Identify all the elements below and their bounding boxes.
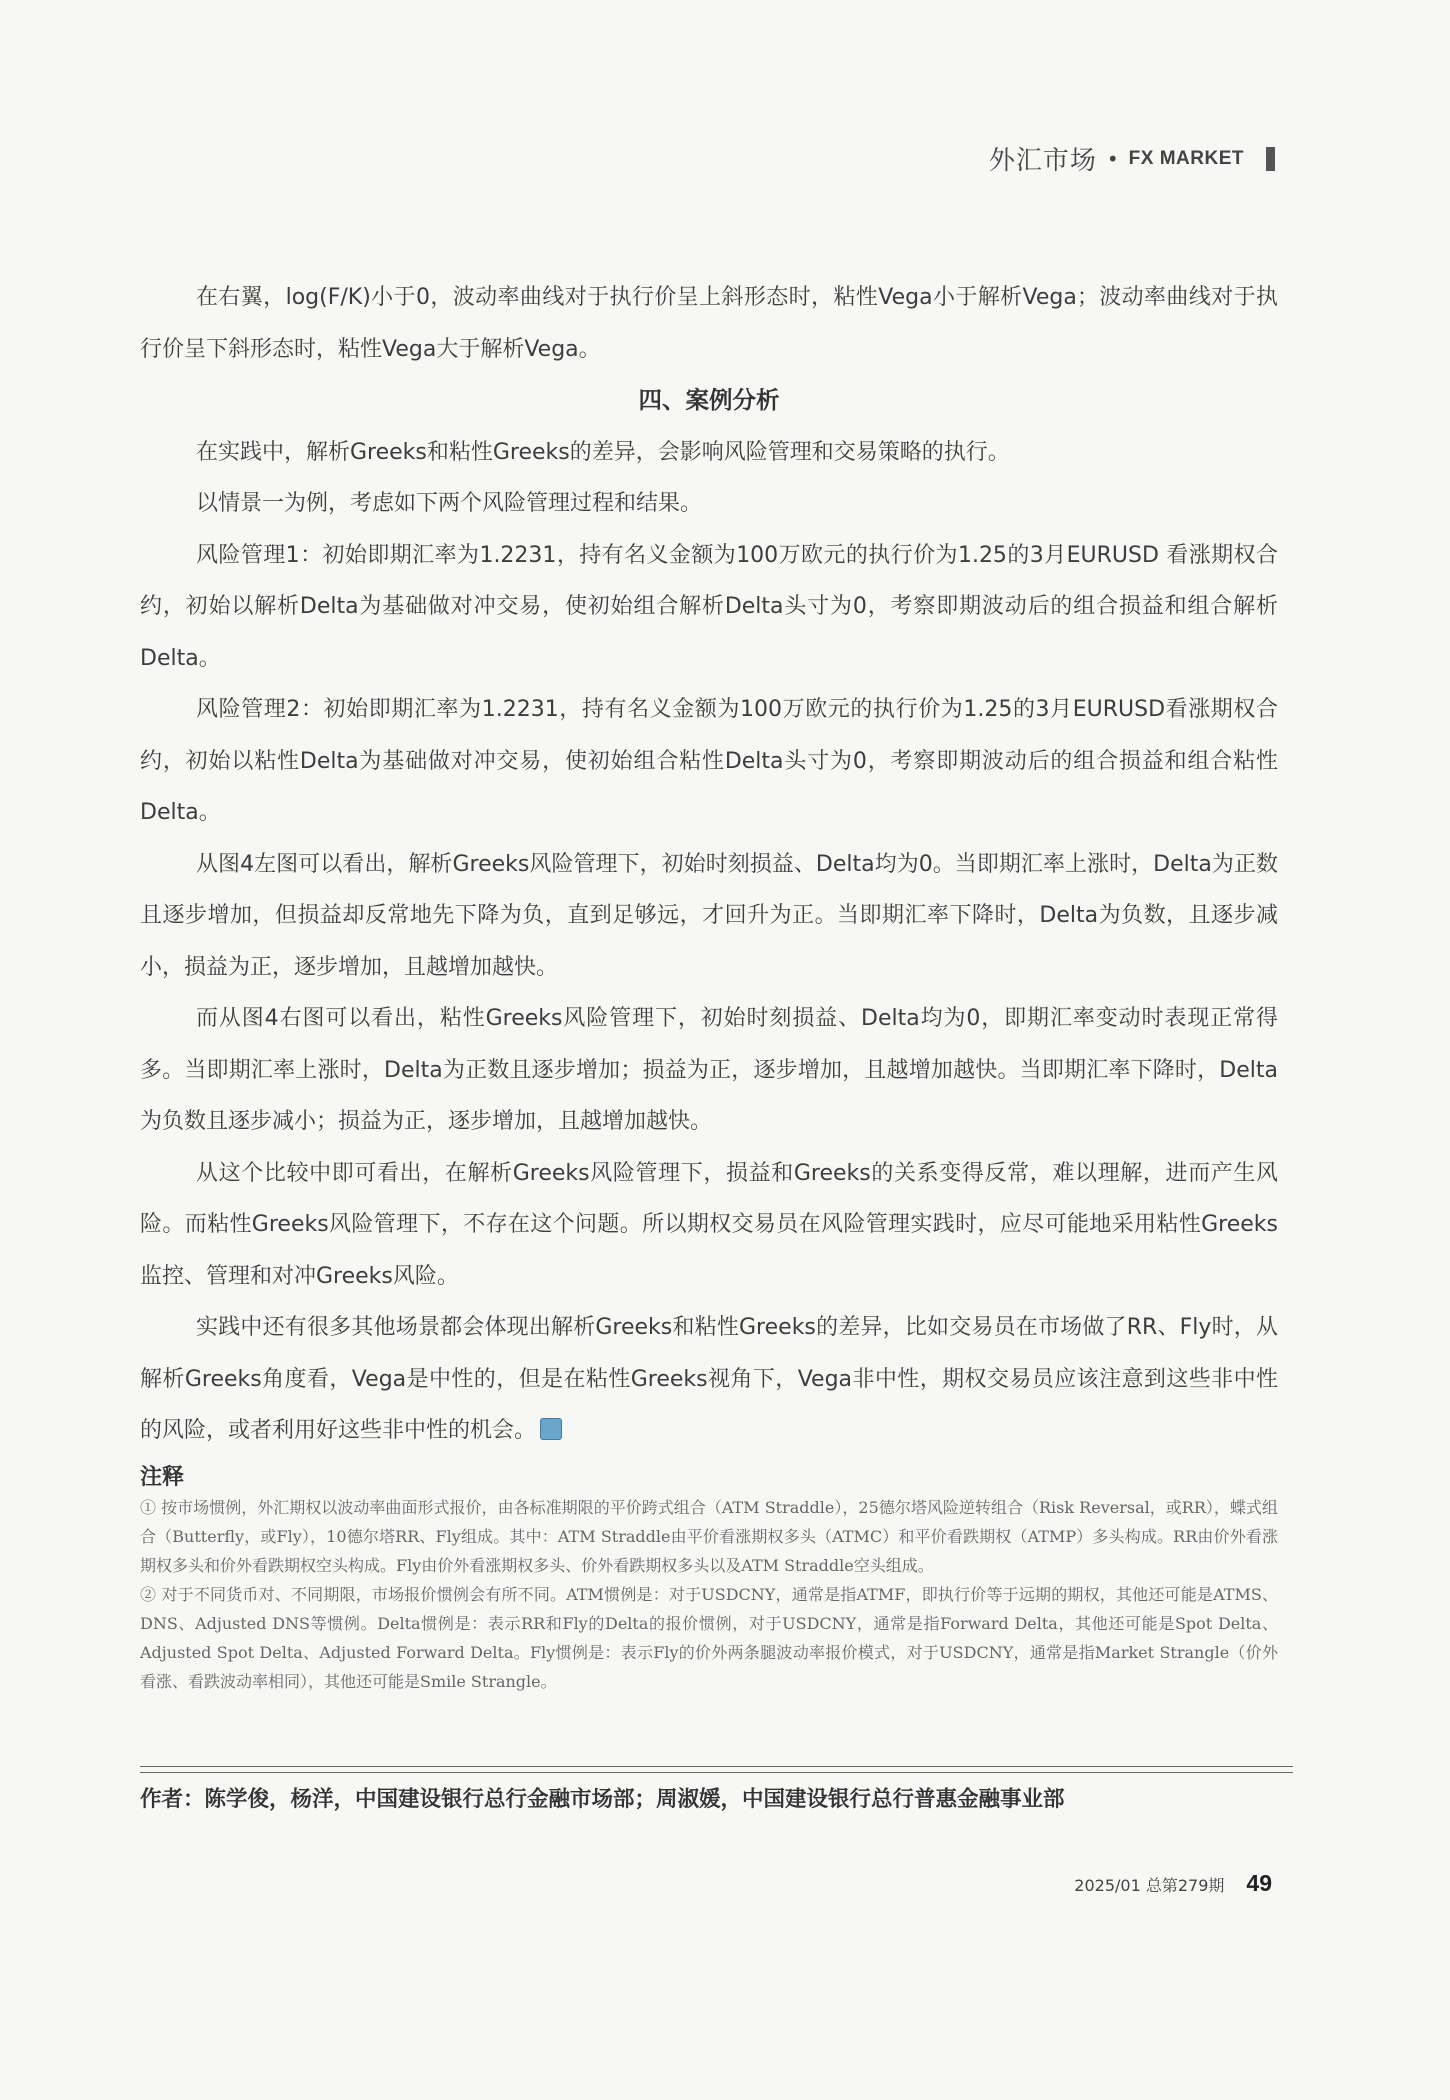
header-bar-mark [1266,147,1275,171]
section-name-en: FX MARKET [1128,147,1244,169]
author-line: 作者：陈学俊，杨洋，中国建设银行总行金融市场部；周淑媛，中国建设银行总行普惠金融事业部 [140,1787,1065,1812]
running-header [989,140,1275,177]
article-end-icon [540,1418,562,1440]
body-paragraph: 以情景一为例，考虑如下两个风险管理过程和结果。 [196,491,703,516]
issue-info: 2025/01 总第279期 [1074,1876,1225,1895]
author-divider-top [140,1766,1293,1767]
page-footer [1074,1870,1272,1897]
note-item: ② 对于不同货币对、不同期限，市场报价惯例会有所不同。ATM惯例是：对于USDCNY，通常是指ATMF，即执行价等于远期的期权，其他还可能是ATMS、DNS、Adjusted DNS等惯例。Delta惯例是：表示RR和Fly的Delta的报价惯例，对于USDCNY，通常是指Forward Delta，其他还可能是Spot Delta、Adjusted Spot Delta、Adjusted Forward Delta。Fly惯例是：表示Fly的价外两条腿波动率报价模式，对于USDCNY，通常是指Market Strangle（价外看涨、看跌波动率相同），其他还可能是Smile Strangle。 [140,1584,1278,1691]
body-paragraph: 从图4左图可以看出，解析Greeks风险管理下，初始时刻损益、Delta均为0。当即期汇率上涨时，Delta为正数且逐步增加，但损益却反常地先下降为负，直到足够远，才回升为正。当即期汇率下降时，Delta为负数，且逐步减小，损益为正，逐步增加，且越增加越快。 [140,851,1278,980]
body-paragraph: 在实践中，解析Greeks和粘性Greeks的差异，会影响风险管理和交易策略的执行。 [196,439,1010,465]
note-item: ① 按市场惯例，外汇期权以波动率曲面形式报价，由各标准期限的平价跨式组合（ATM Straddle），25德尔塔风险逆转组合（Risk Reversal，或RR），蝶式组合（Butterfly，或Fly），10德尔塔RR、Fly组成。其中：ATM Straddle由平价看涨期权多头（ATMC）和平价看跌期权（ATMP）多头构成。RR由价外看涨期权多头和价外看跌期权空头构成。Fly由价外看涨期权多头、价外看跌期权多头以及ATM Straddle空头组成。 [140,1497,1278,1575]
author-divider-bottom [140,1772,1293,1773]
body-paragraph: 在右翼，log(F/K)小于0，波动率曲线对于执行价呈上斜形态时，粘性Vega小于解析Vega；波动率曲线对于执行价呈下斜形态时，粘性Vega大于解析Vega。 [140,285,1278,362]
body-paragraph: 而从图4右图可以看出，粘性Greeks风险管理下，初始时刻损益、Delta均为0，即期汇率变动时表现正常得多。当即期汇率上涨时，Delta为正数且逐步增加；损益为正，逐步增加，且越增加越快。当即期汇率下降时，Delta为负数且逐步减小；损益为正，逐步增加，且越增加越快。 [140,1006,1278,1134]
section-name-cn: 外汇市场 [988,146,1097,176]
body-paragraph-last [140,1302,1278,1457]
body-paragraph: 风险管理1：初始即期汇率为1.2231，持有名义金额为100万欧元的执行价为1.25的3月EURUSD 看涨期权合约，初始以解析Delta为基础做对冲交易，使初始组合解析Delta头寸为0，考察即期波动后的组合损益和组合解析Delta。 [140,542,1278,671]
header-separator: • [1106,146,1119,171]
last-paragraph-text: 实践中还有很多其他场景都会体现出解析Greeks和粘性Greeks的差异，比如交易员在市场做了RR、Fly时，从解析Greeks角度看，Vega是中性的，但是在粘性Greeks视角下，Vega非中性，期权交易员应该注意到这些非中性的风险，或者利用好这些非中性的机会。 [140,1315,1278,1443]
notes-title: 注释 [140,1464,185,1490]
body-paragraph: 从这个比较中即可看出，在解析Greeks风险管理下，损益和Greeks的关系变得反常，难以理解，进而产生风险。而粘性Greeks风险管理下，不存在这个问题。所以期权交易员在风险管理实践时，应尽可能地采用粘性Greeks监控、管理和对冲Greeks风险。 [140,1160,1278,1289]
section-heading: 四、案例分析 [638,386,780,414]
article-body [140,272,1278,1696]
page-number: 49 [1246,1870,1272,1896]
notes-section [140,1463,1278,1696]
body-paragraph: 风险管理2：初始即期汇率为1.2231，持有名义金额为100万欧元的执行价为1.25的3月EURUSD看涨期权合约，初始以粘性Delta为基础做对冲交易，使初始组合粘性Delta头寸为0，考察即期波动后的组合损益和组合粘性Delta。 [140,697,1278,825]
